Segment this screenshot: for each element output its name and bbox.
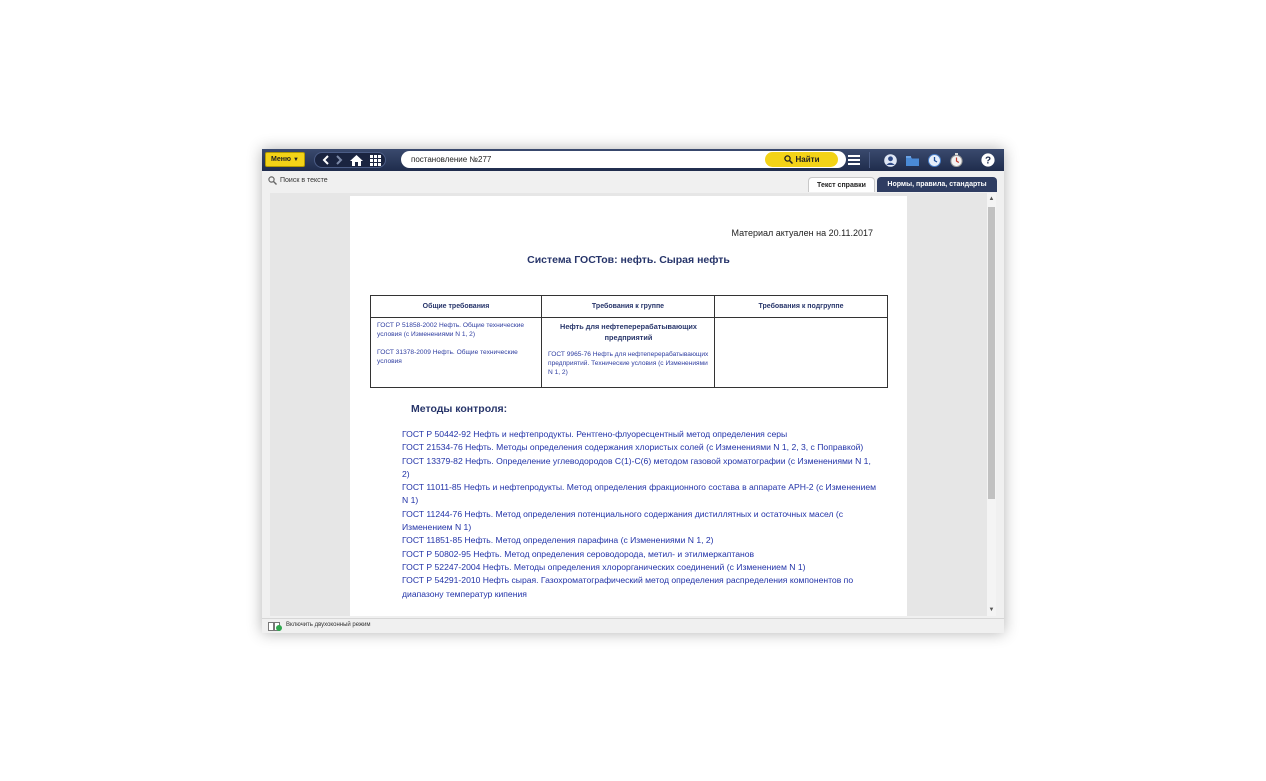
search-input[interactable] xyxy=(411,153,751,165)
method-link[interactable]: ГОСТ Р 50442-92 Нефть и нефтепродукты. Рентгено-флуоресцентный метод определения серы xyxy=(402,429,788,439)
toolbar-divider xyxy=(869,152,870,168)
navigation-group xyxy=(314,152,386,168)
help-icon[interactable] xyxy=(980,152,996,168)
dual-window-toggle[interactable]: Включить двухоконный режим xyxy=(286,622,371,628)
requirements-table xyxy=(370,295,888,388)
history-clock-icon[interactable] xyxy=(926,152,942,168)
hamburger-menu-icon[interactable] xyxy=(846,152,862,168)
table-header-row xyxy=(371,296,888,318)
method-link[interactable]: ГОСТ 11011-85 Нефть и нефтепродукты. Метод определения фракционного состава в аппарате АРН-2 (с Изменением N 1) xyxy=(402,482,877,506)
grid-icon[interactable] xyxy=(368,153,382,167)
tab-reference-text[interactable] xyxy=(808,177,875,192)
menu-label: Меню xyxy=(271,156,291,163)
method-link[interactable]: ГОСТ Р 54291-2010 Нефть сырая. Газохроматографический метод определения распределения компонентов по диапазону температур кипения xyxy=(402,575,854,599)
tab-label: Нормы, правила, стандарты xyxy=(887,181,987,188)
document-subbar xyxy=(262,171,1004,192)
caret-down-icon: ▼ xyxy=(292,156,299,163)
gost-link[interactable]: ГОСТ Р 51858-2002 Нефть. Общие технические условия (с Изменениями N 1, 2) xyxy=(377,322,525,338)
methods-heading: Методы контроля: xyxy=(411,403,508,415)
actuality-date: Материал актуален на 20.11.2017 xyxy=(731,228,873,238)
table-cell xyxy=(371,318,542,388)
user-icon[interactable] xyxy=(882,152,898,168)
table-cell xyxy=(542,318,715,388)
find-label: Найти xyxy=(795,155,820,164)
menu-button[interactable] xyxy=(265,152,305,167)
forward-arrow-icon[interactable] xyxy=(333,153,345,167)
scroll-thumb[interactable] xyxy=(988,207,995,499)
method-link[interactable]: ГОСТ 13379-82 Нефть. Определение углеводородов С(1)-С(6) методом газовой хроматографии (с Изменениями N 1, 2) xyxy=(402,455,871,479)
tab-norms-standards[interactable] xyxy=(877,177,997,192)
vertical-scrollbar[interactable] xyxy=(987,193,996,616)
group-heading: Нефть для нефтеперерабатывающих предприятий xyxy=(560,322,697,342)
method-link[interactable]: ГОСТ 11244-76 Нефть. Метод определения потенциального содержания дистиллятных и остаточных масел (с Изменением N 1) xyxy=(402,508,844,533)
method-link[interactable]: ГОСТ 11851-85 Нефть. Метод определения парафина (с Изменениями N 1, 2) xyxy=(402,535,714,546)
method-link[interactable]: ГОСТ 21534-76 Нефть. Методы определения содержания хлористых солей (с Изменениями N 1, 2, 3, с Поправкой) xyxy=(402,442,864,453)
magnifier-icon xyxy=(784,155,793,164)
scroll-down-arrow-icon[interactable]: ▼ xyxy=(988,607,995,613)
find-button[interactable] xyxy=(765,152,838,167)
svg-text:?: ? xyxy=(984,155,992,167)
app-window xyxy=(262,149,1004,633)
document-page xyxy=(350,196,907,616)
search-box xyxy=(401,151,846,168)
gost-link[interactable]: ГОСТ 31378-2009 Нефть. Общие технические условия xyxy=(377,349,518,365)
magnifier-icon xyxy=(268,176,277,185)
table-header-cell: Общие требования xyxy=(371,296,542,318)
scroll-up-arrow-icon[interactable]: ▲ xyxy=(988,196,995,202)
document-area xyxy=(270,193,987,616)
document-title: Система ГОСТов: нефть. Сырая нефть xyxy=(527,254,730,266)
method-link[interactable]: ГОСТ Р 52247-2004 Нефть. Методы определения хлорорганических соединений (с Изменением N 1) xyxy=(402,561,806,572)
table-header-cell: Требования к группе xyxy=(542,296,715,318)
method-link[interactable]: ГОСТ Р 50802-95 Нефть. Метод определения сероводорода, метил- и этилмеркаптанов xyxy=(402,548,755,559)
folder-icon[interactable] xyxy=(904,152,920,168)
home-icon[interactable] xyxy=(348,153,364,167)
dual-window-icon[interactable] xyxy=(268,622,282,631)
stopwatch-icon[interactable] xyxy=(948,152,964,168)
table-cell-empty xyxy=(715,318,888,388)
gost-link[interactable]: ГОСТ 9965-76 Нефть для нефтеперерабатывающих предприятий. Технические условия (с Изменениями N 1, 2) xyxy=(548,351,709,376)
table-header-cell: Требования к подгруппе xyxy=(715,296,888,318)
find-in-text-button[interactable] xyxy=(268,176,328,185)
find-in-text-label: Поиск в тексте xyxy=(280,177,328,184)
table-row xyxy=(371,318,888,388)
top-toolbar xyxy=(262,149,1004,171)
status-bar xyxy=(262,618,1004,633)
tab-label: Текст справки xyxy=(817,181,866,189)
back-arrow-icon[interactable] xyxy=(320,153,332,167)
methods-list xyxy=(402,428,877,601)
